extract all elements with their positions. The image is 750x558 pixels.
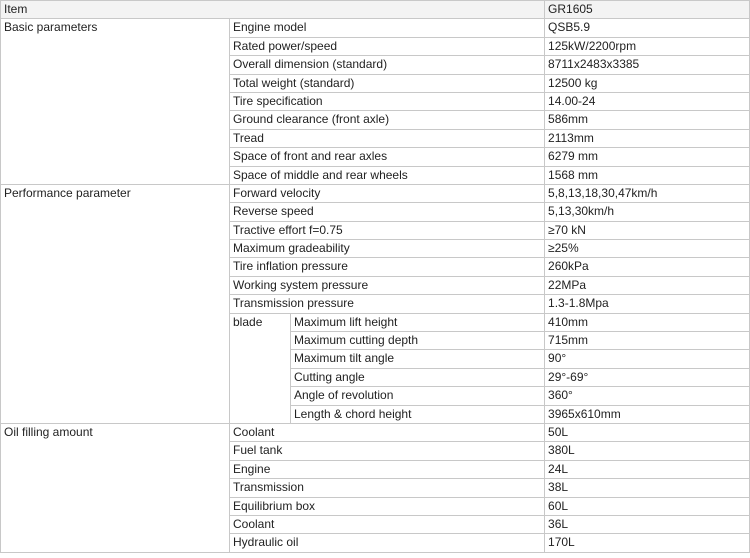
- row-label: Overall dimension (standard): [230, 56, 545, 74]
- table-header-row: [1, 1, 750, 19]
- row-label: Hydraulic oil: [230, 534, 545, 552]
- row-label: Space of middle and rear wheels: [230, 166, 545, 184]
- row-value: 14.00-24: [545, 92, 750, 110]
- row-label: Tire specification: [230, 92, 545, 110]
- row-label: Transmission: [230, 479, 545, 497]
- row-label: Length & chord height: [291, 405, 545, 423]
- row-label: Engine: [230, 460, 545, 478]
- row-value: 24L: [545, 460, 750, 478]
- row-value: 170L: [545, 534, 750, 552]
- row-label: Total weight (standard): [230, 74, 545, 92]
- group-oil-filling-amount: Oil filling amount: [1, 423, 230, 552]
- row-label: Engine model: [230, 19, 545, 37]
- row-label: Angle of revolution: [291, 387, 545, 405]
- header-model: GR1605: [545, 1, 750, 19]
- row-value: 22MPa: [545, 276, 750, 294]
- row-value: 410mm: [545, 313, 750, 331]
- row-label: Reverse speed: [230, 203, 545, 221]
- row-value: 29°-69°: [545, 368, 750, 386]
- row-label: Fuel tank: [230, 442, 545, 460]
- row-label: Equilibrium box: [230, 497, 545, 515]
- row-value: 8711x2483x3385: [545, 56, 750, 74]
- row-value: 50L: [545, 423, 750, 441]
- row-label: Maximum tilt angle: [291, 350, 545, 368]
- row-value: 1568 mm: [545, 166, 750, 184]
- row-label: Coolant: [230, 423, 545, 441]
- row-label: Maximum cutting depth: [291, 332, 545, 350]
- row-label: Tread: [230, 129, 545, 147]
- row-value: 360°: [545, 387, 750, 405]
- row-label: Working system pressure: [230, 276, 545, 294]
- row-value: 5,8,13,18,30,47km/h: [545, 184, 750, 202]
- table-row: [1, 184, 750, 202]
- row-value: 60L: [545, 497, 750, 515]
- row-value: 12500 kg: [545, 74, 750, 92]
- row-value: ≥25%: [545, 240, 750, 258]
- row-label: Tractive effort f=0.75: [230, 221, 545, 239]
- row-value: 125kW/2200rpm: [545, 37, 750, 55]
- row-value: 715mm: [545, 332, 750, 350]
- row-label: Space of front and rear axles: [230, 148, 545, 166]
- row-label: Transmission pressure: [230, 295, 545, 313]
- row-value: 38L: [545, 479, 750, 497]
- row-value: 36L: [545, 515, 750, 533]
- group-basic-parameters: Basic parameters: [1, 19, 230, 185]
- row-label: Forward velocity: [230, 184, 545, 202]
- row-label: Cutting angle: [291, 368, 545, 386]
- row-label: Tire inflation pressure: [230, 258, 545, 276]
- table-row: [1, 423, 750, 441]
- row-label: Maximum lift height: [291, 313, 545, 331]
- header-item: Item: [1, 1, 545, 19]
- row-label: Maximum gradeability: [230, 240, 545, 258]
- table-row: [1, 19, 750, 37]
- row-label: Coolant: [230, 515, 545, 533]
- row-value: 2113mm: [545, 129, 750, 147]
- row-value: 5,13,30km/h: [545, 203, 750, 221]
- row-value: 90°: [545, 350, 750, 368]
- row-value: 260kPa: [545, 258, 750, 276]
- subgroup-blade: blade: [230, 313, 291, 423]
- row-value: 6279 mm: [545, 148, 750, 166]
- row-value: 1.3-1.8Mpa: [545, 295, 750, 313]
- row-value: 3965x610mm: [545, 405, 750, 423]
- row-value: QSB5.9: [545, 19, 750, 37]
- row-value: 586mm: [545, 111, 750, 129]
- group-performance-parameter: Performance parameter: [1, 184, 230, 423]
- row-label: Ground clearance (front axle): [230, 111, 545, 129]
- row-value: 380L: [545, 442, 750, 460]
- row-label: Rated power/speed: [230, 37, 545, 55]
- row-value: ≥70 kN: [545, 221, 750, 239]
